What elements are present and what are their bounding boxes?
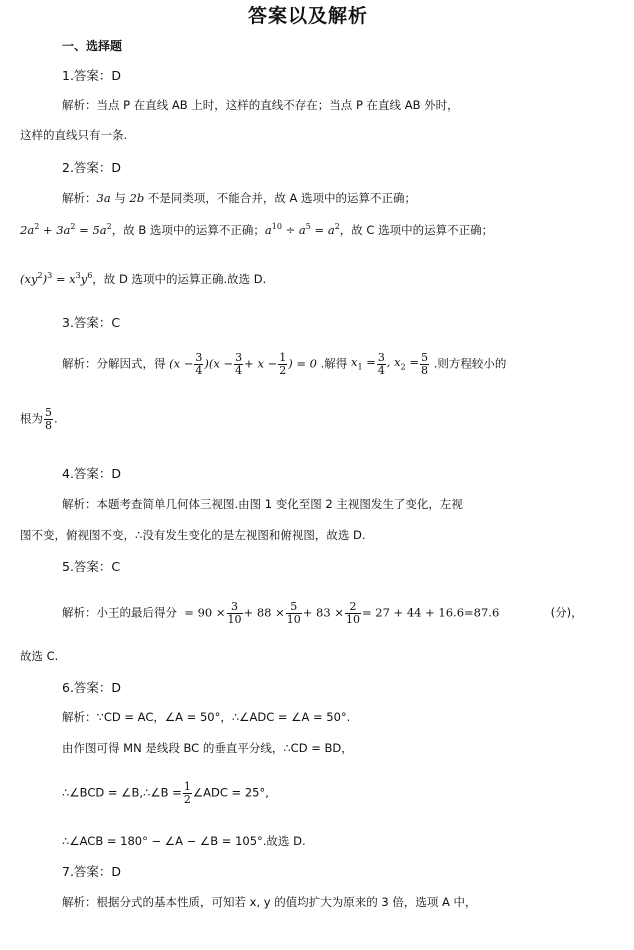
q5-explanation-line2: 故选 C. [20,649,59,663]
q1-explanation-line1: 解析：当点 P 在直线 AB 上时，这样的直线不存在；当点 P 在直线 AB 外时， [62,98,459,112]
q1-answer: 1.答案：D [62,68,122,83]
q2-explanation-line1: 解析：3a 与 2b 不是同类项，不能合并，故 A 选项中的运算不正确； [62,191,417,205]
q2-answer: 2.答案：D [62,160,122,175]
q7-answer: 7.答案：D [62,864,122,879]
section-heading: 一、选择题 [62,39,123,53]
q4-explanation-line2: 图不变，俯视图不变，∴没有发生变化的是左视图和俯视图，故选 D. [20,528,366,542]
q2-explanation-line3: $(xy^2)^3 = x^3y^6$，故 D 选项中的运算正确.故选 D. [20,271,267,286]
q6-explanation-line1: 解析：∵CD = AC，∠A = 50°，∴∠ADC = ∠A = 50°. [62,710,351,724]
q5-answer: 5.答案：C [62,559,121,574]
q6-answer: 6.答案：D [62,680,122,695]
q4-explanation-line1: 解析：本题考查简单几何体三视图.由图 1 变化至图 2 主视图发生了变化，左视 [62,497,463,511]
page-title: 答案以及解析 [248,5,369,27]
q6-explanation-line4: ∴∠ACB = 180° − ∠A − ∠B = 105°.故选 D. [62,834,306,848]
q3-explanation-line2: 根为 $\frac{5}{8}$ . [20,406,58,432]
q2-explanation-line2: $2a^2 + 3a^2 = 5a^2$，故 B 选项中的运算不正确；$a^{10} \div a^5 = a^2$，故 C 选项中的运算不正确； [20,222,494,237]
q6-explanation-line3: ∴∠BCD = ∠B,∴∠B = $\frac{1}{2}$ ∠ADC = 25°, [62,780,269,806]
q6-explanation-line2: 由作图可得 MN 是线段 BC 的垂直平分线，∴CD = BD， [62,741,353,755]
q7-explanation-line1: 解析：根据分式的基本性质，可知若 x, y 的值均扩大为原来的 3 倍，选项 A 中， [62,895,477,909]
q1-explanation-line2: 这样的直线只有一条. [20,128,128,142]
q3-answer: 3.答案：C [62,315,121,330]
q5-explanation-line1: 解析：小王的最后得分 = 90 × $\frac{3}{10}$ + 88 × $\frac{5}{10}$ + 83 × $\frac{2}{10}$ = 27 + 44 + 16.6=87.6 (分)， [62,600,583,626]
q4-answer: 4.答案：D [62,466,122,481]
q3-explanation-line1: 解析：分解因式，得 (x − $\frac{3}{4}$ )(x − $\frac{3}{4}$ + x − $\frac{1}{2}$ ) = 0 .解得 $x_1$ = $\frac{3}{4}$ , $x_2$ = $\frac{5}{8}$ .则方程较小的 [62,351,507,377]
